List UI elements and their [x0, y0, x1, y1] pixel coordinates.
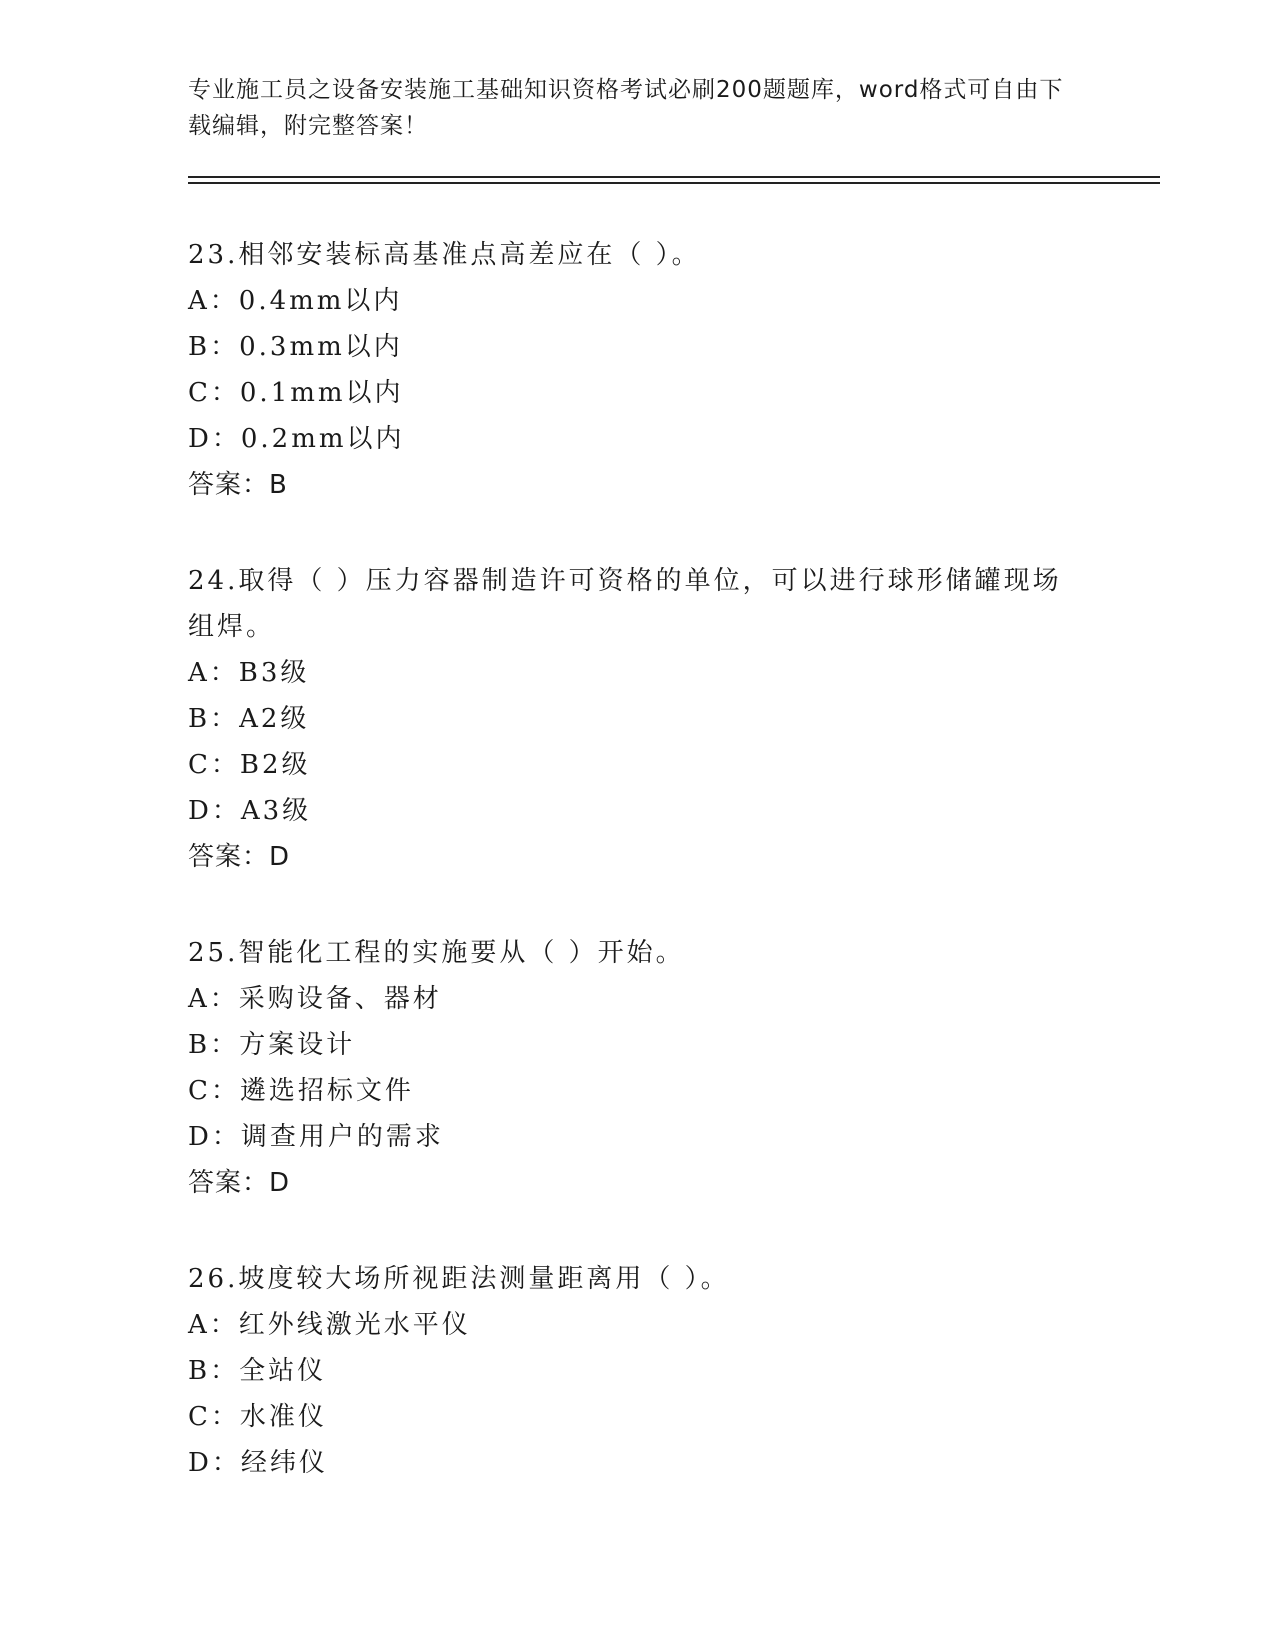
option-b: B：A2级 [188, 704, 310, 734]
answer-label: 答案：D [188, 1168, 291, 1198]
option-a: A：采购设备、器材 [188, 984, 442, 1014]
option-a: A：红外线激光水平仪 [188, 1310, 471, 1340]
header-rule-bottom [188, 182, 1160, 184]
option-b: B：0.3mm以内 [188, 332, 403, 362]
question-list [188, 232, 1088, 1536]
question-stem: 25.智能化工程的实施要从（ ）开始。 [188, 938, 685, 968]
header-rule-top [188, 176, 1160, 178]
header-text: 专业施工员之设备安装施工基础知识资格考试必刷200题题库，word格式可自由下载编辑，附完整答案！ [188, 77, 1064, 139]
question-stem: 23.相邻安装标高基准点高差应在（ ）。 [188, 240, 701, 270]
document-header [188, 72, 1068, 144]
answer-label: 答案：D [188, 842, 291, 872]
question-stem: 24.取得（ ）压力容器制造许可资格的单位，可以进行球形储罐现场组焊。 [188, 566, 1062, 642]
option-a: A：0.4mm以内 [188, 286, 403, 316]
option-d: D：经纬仪 [188, 1448, 328, 1478]
answer-label: 答案：B [188, 470, 288, 500]
option-c: C：B2级 [188, 750, 311, 780]
question-25 [188, 930, 1088, 1206]
question-stem: 26.坡度较大场所视距法测量距离用（ ）。 [188, 1264, 730, 1294]
option-b: B：方案设计 [188, 1030, 356, 1060]
option-a: A：B3级 [188, 658, 310, 688]
option-c: C：0.1mm以内 [188, 378, 404, 408]
option-c: C：遴选招标文件 [188, 1076, 414, 1106]
question-23 [188, 232, 1088, 508]
option-d: D：0.2mm以内 [188, 424, 405, 454]
option-d: D：A3级 [188, 796, 312, 826]
question-24 [188, 558, 1088, 880]
option-d: D：调查用户的需求 [188, 1122, 444, 1152]
option-c: C：水准仪 [188, 1402, 327, 1432]
option-b: B：全站仪 [188, 1356, 327, 1386]
question-26 [188, 1256, 1088, 1486]
